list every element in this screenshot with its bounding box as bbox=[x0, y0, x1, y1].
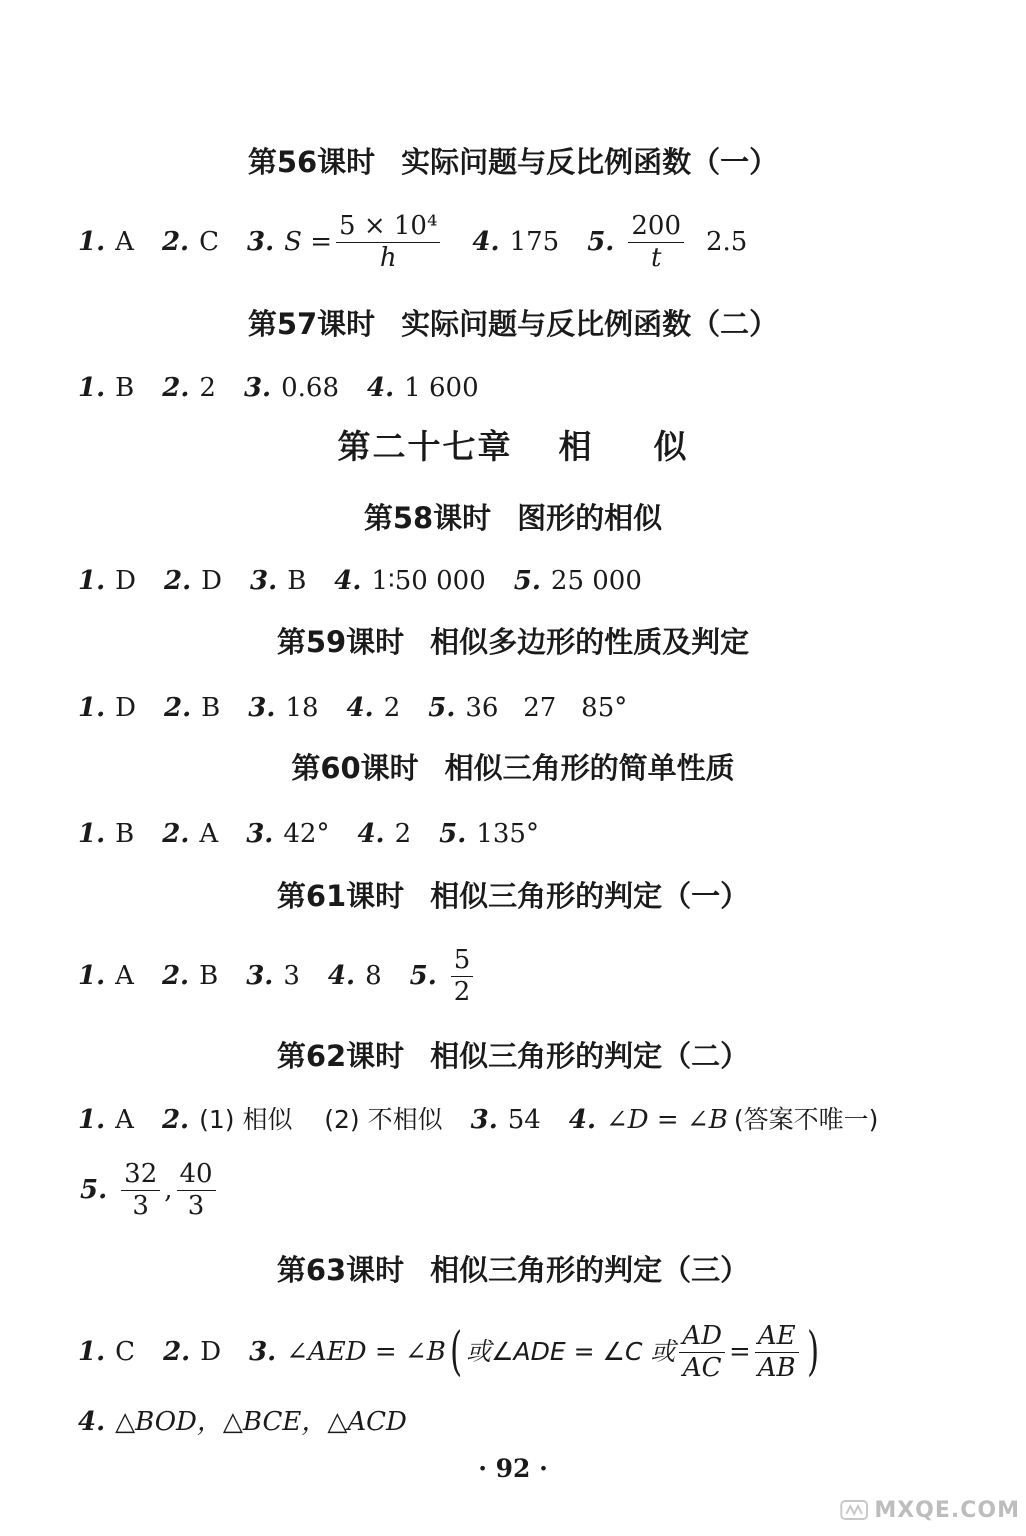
answer-item: 4. 1∶50 000 bbox=[334, 566, 486, 596]
answer-item: 4. 2 bbox=[346, 693, 401, 723]
answer-item: 4. 1 600 bbox=[367, 373, 479, 403]
lesson-number: 第60课时 bbox=[291, 751, 419, 785]
fraction: $\frac{\text{5 × 10⁴}}{h}$ bbox=[336, 212, 440, 272]
lesson-number: 第58课时 bbox=[363, 501, 492, 535]
lesson-59-title bbox=[0, 622, 1026, 662]
answer-item: 1. B bbox=[78, 819, 135, 849]
answer-item: 2. 2 bbox=[162, 373, 216, 403]
watermark-logo-icon bbox=[840, 1494, 868, 1526]
answer-item: 4. 175 bbox=[472, 227, 560, 257]
lesson-name: 相似三角形的判定（三） bbox=[430, 1253, 750, 1287]
answer-item: 3. 54 bbox=[470, 1105, 541, 1135]
lesson-62-title bbox=[0, 1036, 1026, 1076]
lesson-number: 第61课时 bbox=[276, 879, 405, 913]
answer-item: 4. 2 bbox=[357, 819, 412, 849]
fraction: $\frac{40}{3}$ bbox=[177, 1160, 216, 1220]
answer-item: 2. C bbox=[161, 227, 219, 257]
lesson-57-answers bbox=[78, 368, 1008, 408]
answer-item: 5. 36 27 85° bbox=[428, 693, 628, 723]
fraction: $\frac{AD}{AC}$ bbox=[679, 1322, 725, 1382]
answer-item: 2. (1) 相似 (2) 不相似 bbox=[161, 1105, 443, 1135]
answer-item: 3. 18 bbox=[248, 693, 319, 723]
answer-item: 4. △BOD，△BCE，△ACD bbox=[78, 1407, 407, 1437]
answer-item: 1. A bbox=[78, 227, 134, 257]
lesson-name: 相似多边形的性质及判定 bbox=[430, 625, 750, 659]
answer-item: 1. D bbox=[78, 693, 137, 723]
lesson-number: 第63课时 bbox=[276, 1253, 405, 1287]
answer-item: 3. S = $\frac{\text{5 × 10⁴}}{h}$ bbox=[247, 212, 444, 272]
lesson-name: 相似三角形的简单性质 bbox=[444, 751, 735, 785]
page-number: · 92 · bbox=[478, 1454, 548, 1483]
lesson-number: 第57课时 bbox=[247, 307, 376, 341]
answer-item: 2. D bbox=[164, 566, 223, 596]
chapter-title: 第二十七章 相 似 bbox=[337, 427, 689, 466]
lesson-57-title bbox=[0, 304, 1026, 344]
lesson-62-answers-cont bbox=[78, 1158, 1008, 1221]
answer-item: 3. 0.68 bbox=[243, 373, 340, 403]
lesson-63-answers-cont bbox=[78, 1402, 1008, 1442]
lesson-59-answers bbox=[78, 688, 1008, 728]
fraction: $\frac{32}{3}$ bbox=[121, 1160, 160, 1220]
answer-item: 2. A bbox=[162, 819, 219, 849]
lesson-60-title bbox=[0, 748, 1026, 788]
lesson-61-answers bbox=[78, 944, 1008, 1007]
answer-item: 3. 42° bbox=[246, 819, 330, 849]
fraction: $\frac{AE}{AB}$ bbox=[755, 1322, 799, 1382]
answer-item: 1. A bbox=[78, 961, 134, 991]
answer-item: 2. B bbox=[161, 961, 219, 991]
lesson-58-answers bbox=[78, 561, 1008, 601]
answer-item: 1. B bbox=[78, 373, 135, 403]
lesson-name: 相似三角形的判定（一） bbox=[430, 879, 750, 913]
answer-item: 3. 3 bbox=[246, 961, 300, 991]
lesson-number: 第59课时 bbox=[276, 625, 405, 659]
answer-item: 5. $\frac{32}{3}$ , $\frac{40}{3}$ bbox=[80, 1160, 220, 1220]
lesson-63-answers bbox=[78, 1320, 1008, 1383]
fraction: $\frac{5}{2}$ bbox=[451, 946, 474, 1006]
answer-item: 2. D bbox=[163, 1337, 222, 1367]
answer-item: 5. 135° bbox=[439, 819, 539, 849]
fraction: $\frac{200}{t}$ bbox=[628, 212, 684, 272]
answer-item: 4. ∠D = ∠B (答案不唯一) bbox=[568, 1105, 879, 1135]
lesson-56-answers bbox=[78, 210, 1008, 273]
lesson-name: 实际问题与反比例函数（二） bbox=[401, 307, 779, 341]
answer-item: 5. $\frac{5}{2}$ bbox=[410, 946, 478, 1006]
answer-item: 2. B bbox=[164, 693, 221, 723]
lesson-name: 实际问题与反比例函数（一） bbox=[401, 145, 779, 179]
lesson-62-answers bbox=[78, 1100, 1008, 1140]
answer-item: 1. A bbox=[78, 1105, 134, 1135]
lesson-number: 第56课时 bbox=[247, 145, 376, 179]
lesson-56-title bbox=[0, 142, 1026, 182]
lesson-name: 图形的相似 bbox=[517, 501, 663, 535]
answer-item: 1. D bbox=[78, 566, 137, 596]
lesson-63-title bbox=[0, 1250, 1026, 1290]
answer-item: 3. B bbox=[250, 566, 307, 596]
answer-item: 3. ∠AED = ∠B ( 或∠ADE = ∠C 或 $\frac{AD}{AC}$ = $\frac{AE}{AB}$ ) bbox=[249, 1320, 819, 1383]
answer-item: 5. 25 000 bbox=[513, 566, 642, 596]
lesson-number: 第62课时 bbox=[276, 1039, 405, 1073]
answer-item: 4. 8 bbox=[327, 961, 382, 991]
answer-item: 1. C bbox=[78, 1337, 136, 1367]
lesson-58-title bbox=[0, 498, 1026, 538]
answer-item: 5. $\frac{200}{t}$ 2.5 bbox=[587, 210, 748, 273]
lesson-name: 相似三角形的判定（二） bbox=[430, 1039, 750, 1073]
lesson-60-answers bbox=[78, 814, 1008, 854]
lesson-61-title bbox=[0, 876, 1026, 916]
watermark: MXQE.COM bbox=[840, 1490, 1020, 1530]
